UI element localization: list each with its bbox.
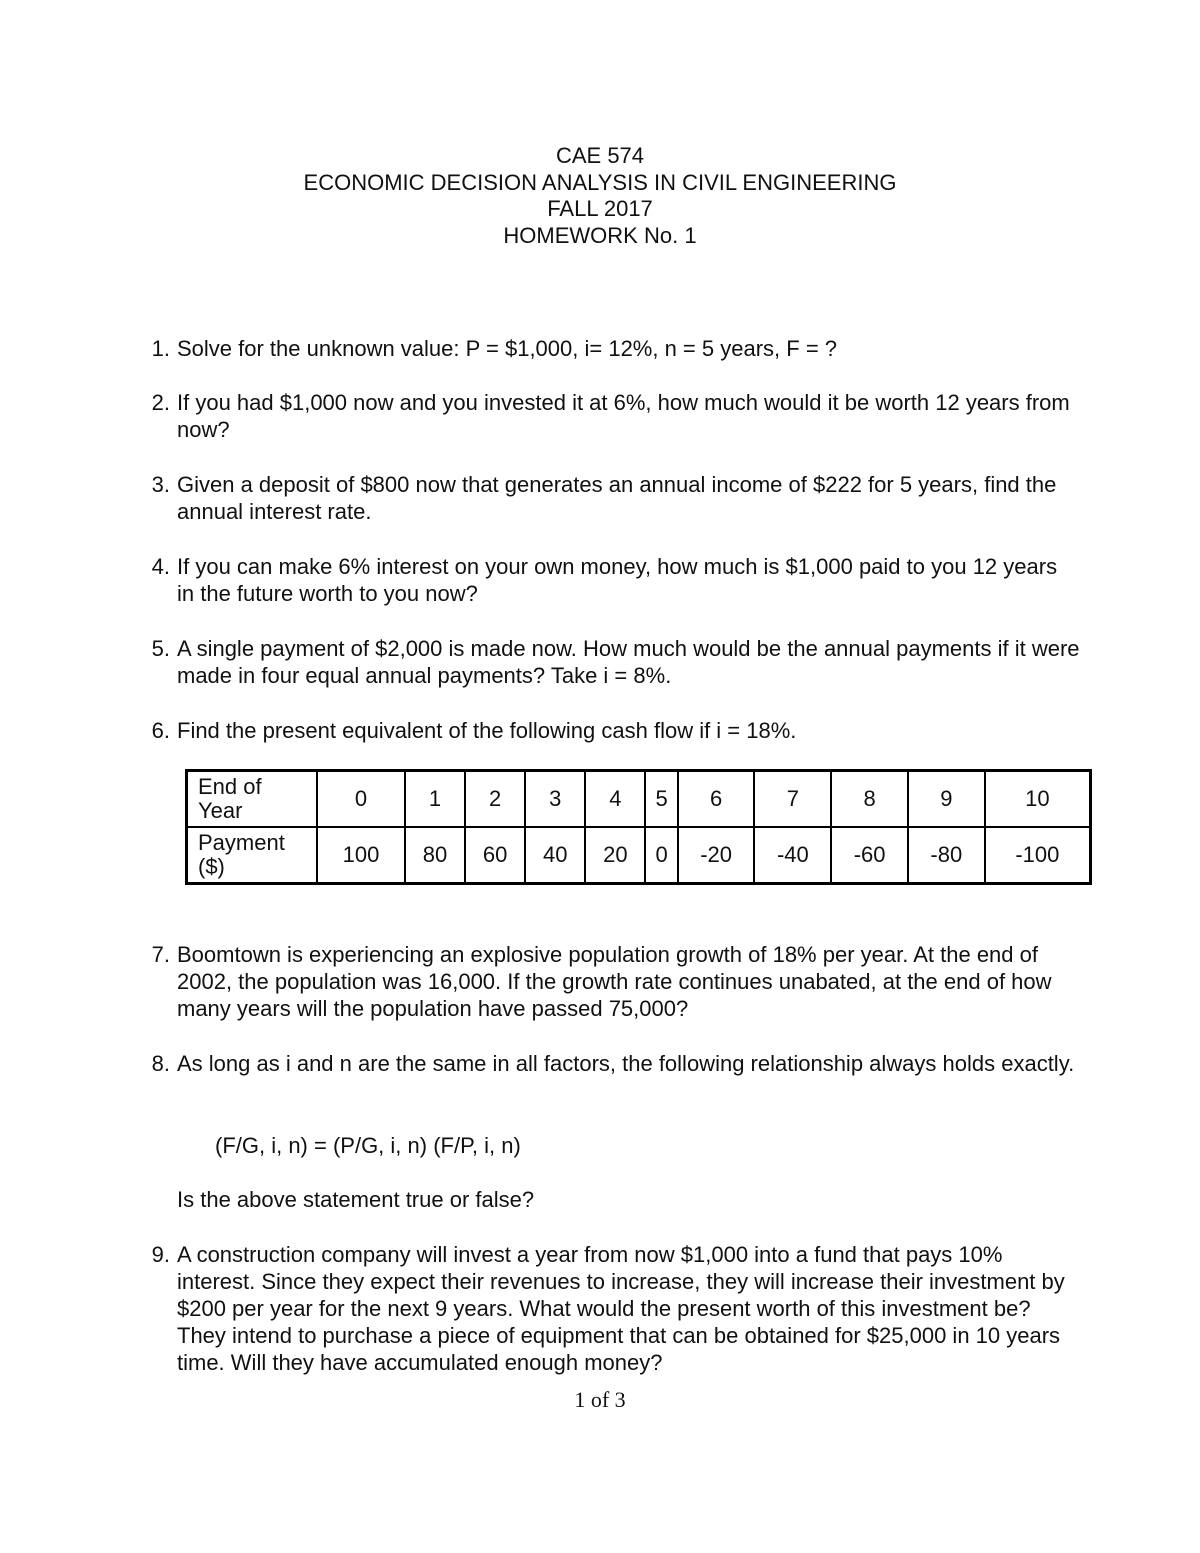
question-9 bbox=[140, 1241, 1080, 1376]
question-text: Given a deposit of $800 now that generates an annual income of $222 for 5 years, find the annual interest rate. bbox=[177, 472, 1057, 524]
payment-cell: 80 bbox=[405, 827, 465, 884]
question-3 bbox=[140, 471, 1080, 525]
question-text: If you can make 6% interest on your own money, how much is $1,000 paid to you 12 years in the future worth to you now? bbox=[177, 554, 1058, 606]
question-7 bbox=[140, 941, 1080, 1022]
year-cell: 4 bbox=[585, 771, 645, 828]
year-cell: 8 bbox=[831, 771, 908, 828]
payment-cell: 60 bbox=[465, 827, 525, 884]
table-row-years bbox=[187, 771, 1091, 828]
q8-formula: (F/G, i, n) = (P/G, i, n) (F/P, i, n) bbox=[215, 1133, 521, 1158]
question-6 bbox=[140, 717, 1080, 744]
year-cell: 2 bbox=[465, 771, 525, 828]
row-header-line: Payment bbox=[198, 830, 285, 855]
question-number: 2. bbox=[151, 390, 170, 415]
question-5 bbox=[140, 635, 1080, 689]
row-header-line: ($) bbox=[198, 854, 225, 879]
row-header-payment bbox=[187, 827, 318, 884]
question-number: 7. bbox=[151, 942, 170, 967]
question-8 bbox=[140, 1050, 1080, 1077]
year-cell: 10 bbox=[985, 771, 1091, 828]
year-cell: 5 bbox=[645, 771, 677, 828]
payment-cell: 20 bbox=[585, 827, 645, 884]
payment-cell: 40 bbox=[525, 827, 585, 884]
question-number: 6. bbox=[151, 718, 170, 743]
question-number: 8. bbox=[151, 1051, 170, 1076]
year-cell: 6 bbox=[678, 771, 755, 828]
question-number: 5. bbox=[151, 636, 170, 661]
payment-cell: -60 bbox=[831, 827, 908, 884]
question-4 bbox=[140, 553, 1080, 607]
assignment-title: HOMEWORK No. 1 bbox=[503, 222, 697, 248]
q8-followup: Is the above statement true or false? bbox=[177, 1187, 535, 1212]
question-number: 3. bbox=[151, 472, 170, 497]
payment-cell: -100 bbox=[985, 827, 1091, 884]
year-cell: 7 bbox=[754, 771, 831, 828]
question-text: As long as i and n are the same in all factors, the following relationship always holds exactly. bbox=[177, 1051, 1075, 1076]
payment-cell: -20 bbox=[678, 827, 755, 884]
year-cell: 9 bbox=[908, 771, 985, 828]
question-text: Solve for the unknown value: P = $1,000, i= 12%, n = 5 years, F = ? bbox=[177, 336, 838, 361]
term: FALL 2017 bbox=[547, 196, 653, 221]
question-2 bbox=[140, 389, 1080, 443]
payment-cell: 0 bbox=[645, 827, 677, 884]
year-cell: 3 bbox=[525, 771, 585, 828]
question-1 bbox=[140, 335, 1080, 362]
row-header-line: End of bbox=[198, 774, 262, 799]
question-text: A single payment of $2,000 is made now. How much would be the annual payments if it were made in four equal annual payments? Take i = 8%. bbox=[177, 636, 1080, 688]
table-row-payments bbox=[187, 827, 1091, 884]
row-header-line: Year bbox=[198, 798, 243, 823]
row-header-end-of-year bbox=[187, 771, 318, 828]
question-text: If you had $1,000 now and you invested it at 6%, how much would it be worth 12 years from now? bbox=[177, 390, 1070, 442]
payment-cell: -80 bbox=[908, 827, 985, 884]
year-cell: 1 bbox=[405, 771, 465, 828]
question-text: Find the present equivalent of the following cash flow if i = 18%. bbox=[177, 718, 797, 743]
course-title: ECONOMIC DECISION ANALYSIS IN CIVIL ENGINEERING bbox=[303, 169, 897, 195]
question-number: 9. bbox=[151, 1242, 170, 1267]
question-number: 4. bbox=[151, 554, 170, 579]
question-text: A construction company will invest a year from now $1,000 into a fund that pays 10% interest. Since they expect their revenues to increase, they will increase their investment by $200 per year for the next 9 years. What would the present worth of this investment be? They intend to purchase a piece of equipment that can be obtained for $25,000 in 10 years time. Will they have accumulated enough money? bbox=[177, 1242, 1065, 1375]
payment-cell: -40 bbox=[754, 827, 831, 884]
cash-flow-table bbox=[185, 769, 1092, 885]
document-header bbox=[0, 143, 1200, 249]
question-text: Boomtown is experiencing an explosive population growth of 18% per year. At the end of 2002, the population was 16,000. If the growth rate continues unabated, at the end of how many years will the population have passed 75,000? bbox=[177, 942, 1052, 1021]
question-number: 1. bbox=[151, 336, 170, 361]
course-code: CAE 574 bbox=[555, 143, 645, 168]
page-number: 1 of 3 bbox=[574, 1387, 626, 1412]
payment-cell: 100 bbox=[317, 827, 405, 884]
year-cell: 0 bbox=[317, 771, 405, 828]
